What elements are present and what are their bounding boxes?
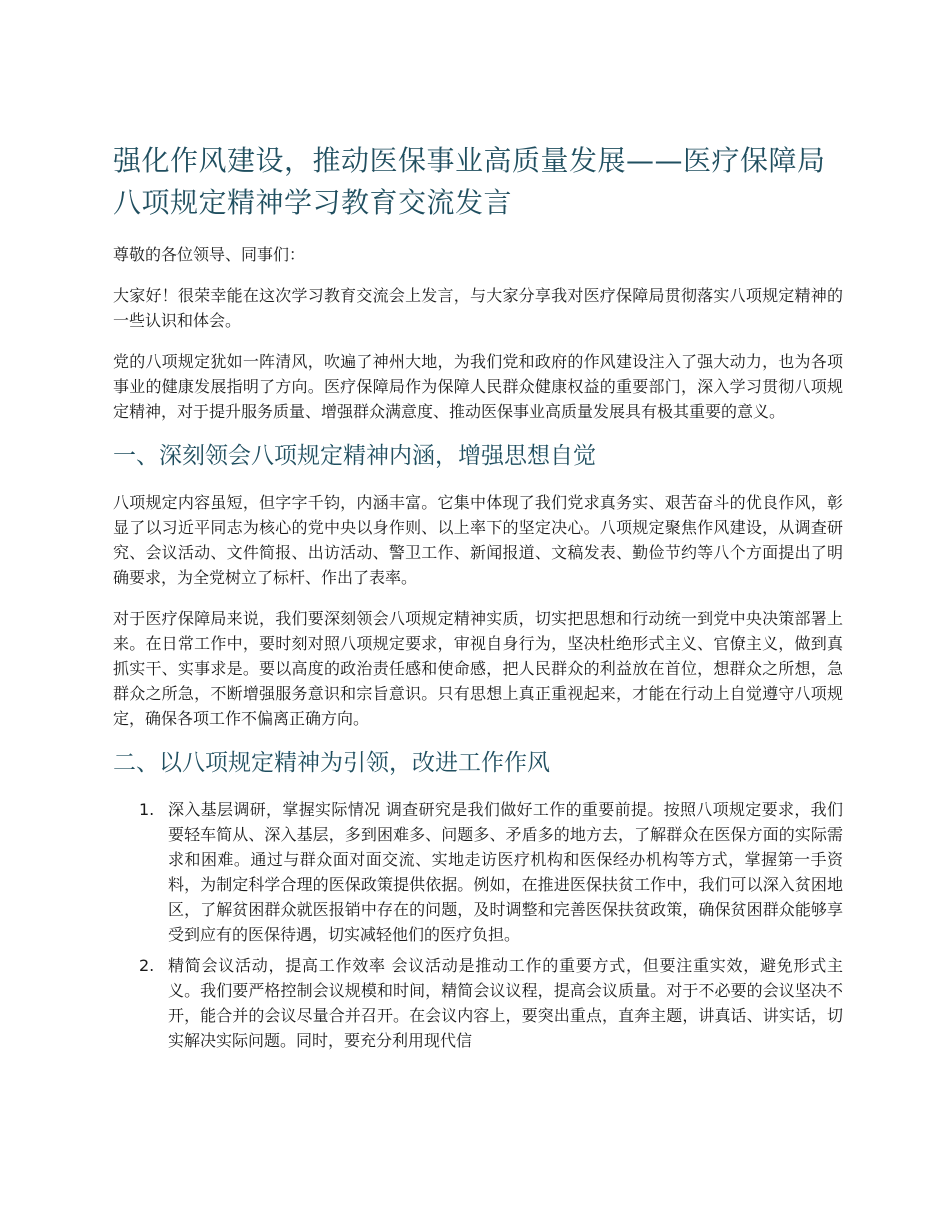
section-heading-2: 二、以八项规定精神为引领，改进工作作风 [113,750,550,776]
list-item [113,953,843,1053]
list-item-text: 精简会议活动，提高工作效率 会议活动是推动工作的重要方式，但要注重实效，避免形式主义。我们要严格控制会议规模和时间，精简会议议程，提高会议质量。对于不必要的会议坚决不开，能合并的会议尽量合并召开。在会议内容上，要突出重点，直奔主题，讲真话、讲实话，切实解决实际问题。同时，要充分利用现代信 [168,956,843,1050]
document-title: 强化作风建设，推动医保事业高质量发展——医疗保障局八项规定精神学习教育交流发言 [113,144,826,219]
intro-paragraph: 大家好！很荣幸能在这次学习教育交流会上发言，与大家分享我对医疗保障局贯彻落实八项规定精神的一些认识和体会。 [113,286,843,330]
section1-paragraph: 对于医疗保障局来说，我们要深刻领会八项规定精神实质，切实把思想和行动统一到党中央决策部署上来。在日常工作中，要时刻对照八项规定要求，审视自身行为，坚决杜绝形式主义、官僚主义，做到真抓实干、实事求是。要以高度的政治责任感和使命感，把人民群众的利益放在首位，想群众之所想，急群众之所急，不断增强服务意识和宗旨意识。只有思想上真正重视起来，才能在行动上自觉遵守八项规定，确保各项工作不偏离正确方向。 [113,609,843,728]
list-number: 1. [139,800,155,819]
numbered-list [113,797,843,1053]
intro-paragraph: 党的八项规定犹如一阵清风，吹遍了神州大地，为我们党和政府的作风建设注入了强大动力，也为各项事业的健康发展指明了方向。医疗保障局作为保障人民群众健康权益的重要部门，深入学习贯彻八项规定精神，对于提升服务质量、增强群众满意度、推动医保事业高质量发展具有极其重要的意义。 [113,352,843,421]
section-heading-1: 一、深刻领会八项规定精神内涵，增强思想自觉 [113,443,596,469]
list-item [113,797,843,947]
list-item-text: 深入基层调研，掌握实际情况 调查研究是我们做好工作的重要前提。按照八项规定要求，我们要轻车简从、深入基层，多到困难多、问题多、矛盾多的地方去，了解群众在医保方面的实际需求和困难。通过与群众面对面交流、实地走访医疗机构和医保经办机构等方式，掌握第一手资料，为制定科学合理的医保政策提供依据。例如，在推进医保扶贫工作中，我们可以深入贫困地区，了解贫困群众就医报销中存在的问题，及时调整和完善医保扶贫政策，确保贫困群众能够享受到应有的医保待遇，切实减轻他们的医疗负担。 [168,800,843,944]
greeting: 尊敬的各位领导、同事们： [113,245,306,264]
section1-paragraph: 八项规定内容虽短，但字字千钧，内涵丰富。它集中体现了我们党求真务实、艰苦奋斗的优良作风，彰显了以习近平同志为核心的党中央以身作则、以上率下的坚定决心。八项规定聚焦作风建设，从调查研究、会议活动、文件简报、出访活动、警卫工作、新闻报道、文稿发表、勤俭节约等八个方面提出了明确要求，为全党树立了标杆、作出了表率。 [113,493,843,587]
list-number: 2. [139,956,155,975]
document-page [113,140,843,1059]
